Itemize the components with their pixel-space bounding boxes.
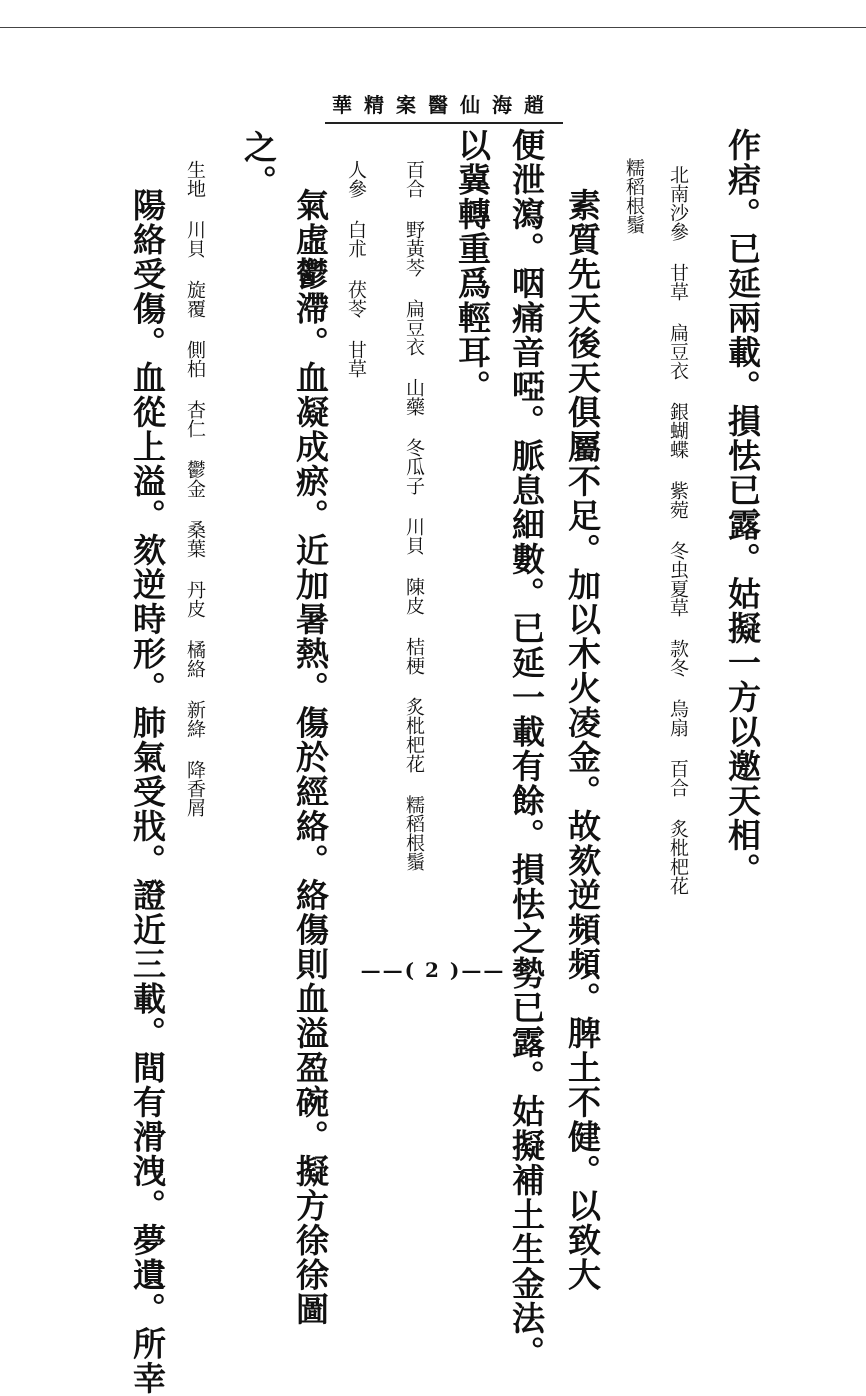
- herb-item: 鬱金: [184, 460, 206, 499]
- herb-item: 甘草: [667, 263, 689, 302]
- herb-item: 糯稻根鬚: [623, 158, 645, 234]
- herb-item: 旋覆: [184, 280, 206, 319]
- herb-item: 百合: [667, 759, 689, 798]
- text-column-1: 作痞。已延兩載。損怯已露。姑擬一方以邀天相。: [723, 128, 762, 887]
- text-column-2: 素質先天後天俱屬不足。加以木火凌金。故欬逆頻頻。脾土不健。以致大: [563, 188, 602, 1292]
- top-rule: [0, 27, 866, 28]
- herb-item: 新絳: [184, 700, 206, 739]
- herb-item: 生地: [184, 160, 206, 198]
- herb-item: 款冬: [667, 639, 689, 678]
- herb-item: 桔梗: [403, 637, 425, 676]
- herb-item: 側柏: [184, 340, 206, 379]
- herb-item: 炙枇杷花: [667, 819, 689, 896]
- page-number: ——( 2 )——: [360, 958, 506, 982]
- herb-item: 百合: [403, 160, 425, 198]
- herb-item: 紫菀: [667, 481, 689, 520]
- herb-item: 糯稻根鬚: [403, 795, 425, 872]
- page-header-title: 華精案醫仙海趙: [325, 92, 563, 124]
- herb-item: 川貝: [403, 517, 425, 556]
- herb-item: 炙枇杷花: [403, 697, 425, 774]
- herb-item: 扁豆衣: [667, 323, 689, 381]
- herb-item: 扁豆衣: [403, 299, 425, 357]
- herb-item: 人參: [345, 160, 367, 198]
- herb-item: 甘草: [345, 340, 367, 379]
- herb-item: 冬虫夏草: [667, 541, 689, 618]
- herb-item: 銀蝴蝶: [667, 402, 689, 460]
- herb-item: 白朮: [345, 220, 367, 259]
- herb-item: 茯苓: [345, 280, 367, 319]
- prescription-column-3: [402, 160, 426, 887]
- herb-item: 川貝: [184, 220, 206, 259]
- prescription-column-5: [183, 160, 207, 833]
- herb-item: 丹皮: [184, 580, 206, 619]
- text-column-7: 陽絡受傷。血從上溢。欬逆時形。肺氣受戕。證近三載。間有滑洩。夢遺。所幸: [128, 188, 167, 1396]
- prescription-column-4: [344, 160, 368, 394]
- herb-item: 降香屑: [184, 760, 206, 818]
- herb-item: 冬瓜子: [403, 438, 425, 496]
- prescription-column-2: [622, 158, 646, 250]
- herb-item: 山藥: [403, 378, 425, 417]
- text-column-3: 便泄瀉。咽痛音啞。脈息細數。已延一載有餘。損怯之勢已露。姑擬補土生金法。: [507, 128, 546, 1370]
- text-column-5: 氣虛鬱滯。血凝成瘀。近加暑熱。傷於經絡。絡傷則血溢盈碗。擬方徐徐圖: [291, 188, 330, 1327]
- text-column-6: 之。: [239, 130, 278, 199]
- herb-item: 烏扇: [667, 699, 689, 738]
- text-column-4: 以冀轉重爲輕耳。: [453, 128, 492, 404]
- prescription-column-1: [666, 165, 690, 911]
- herb-item: 杏仁: [184, 400, 206, 439]
- herb-item: 橘絡: [184, 640, 206, 679]
- herb-item: 陳皮: [403, 577, 425, 616]
- herb-item: 北南沙參: [667, 165, 689, 241]
- herb-item: 桑葉: [184, 520, 206, 559]
- herb-item: 野黃芩: [403, 220, 425, 278]
